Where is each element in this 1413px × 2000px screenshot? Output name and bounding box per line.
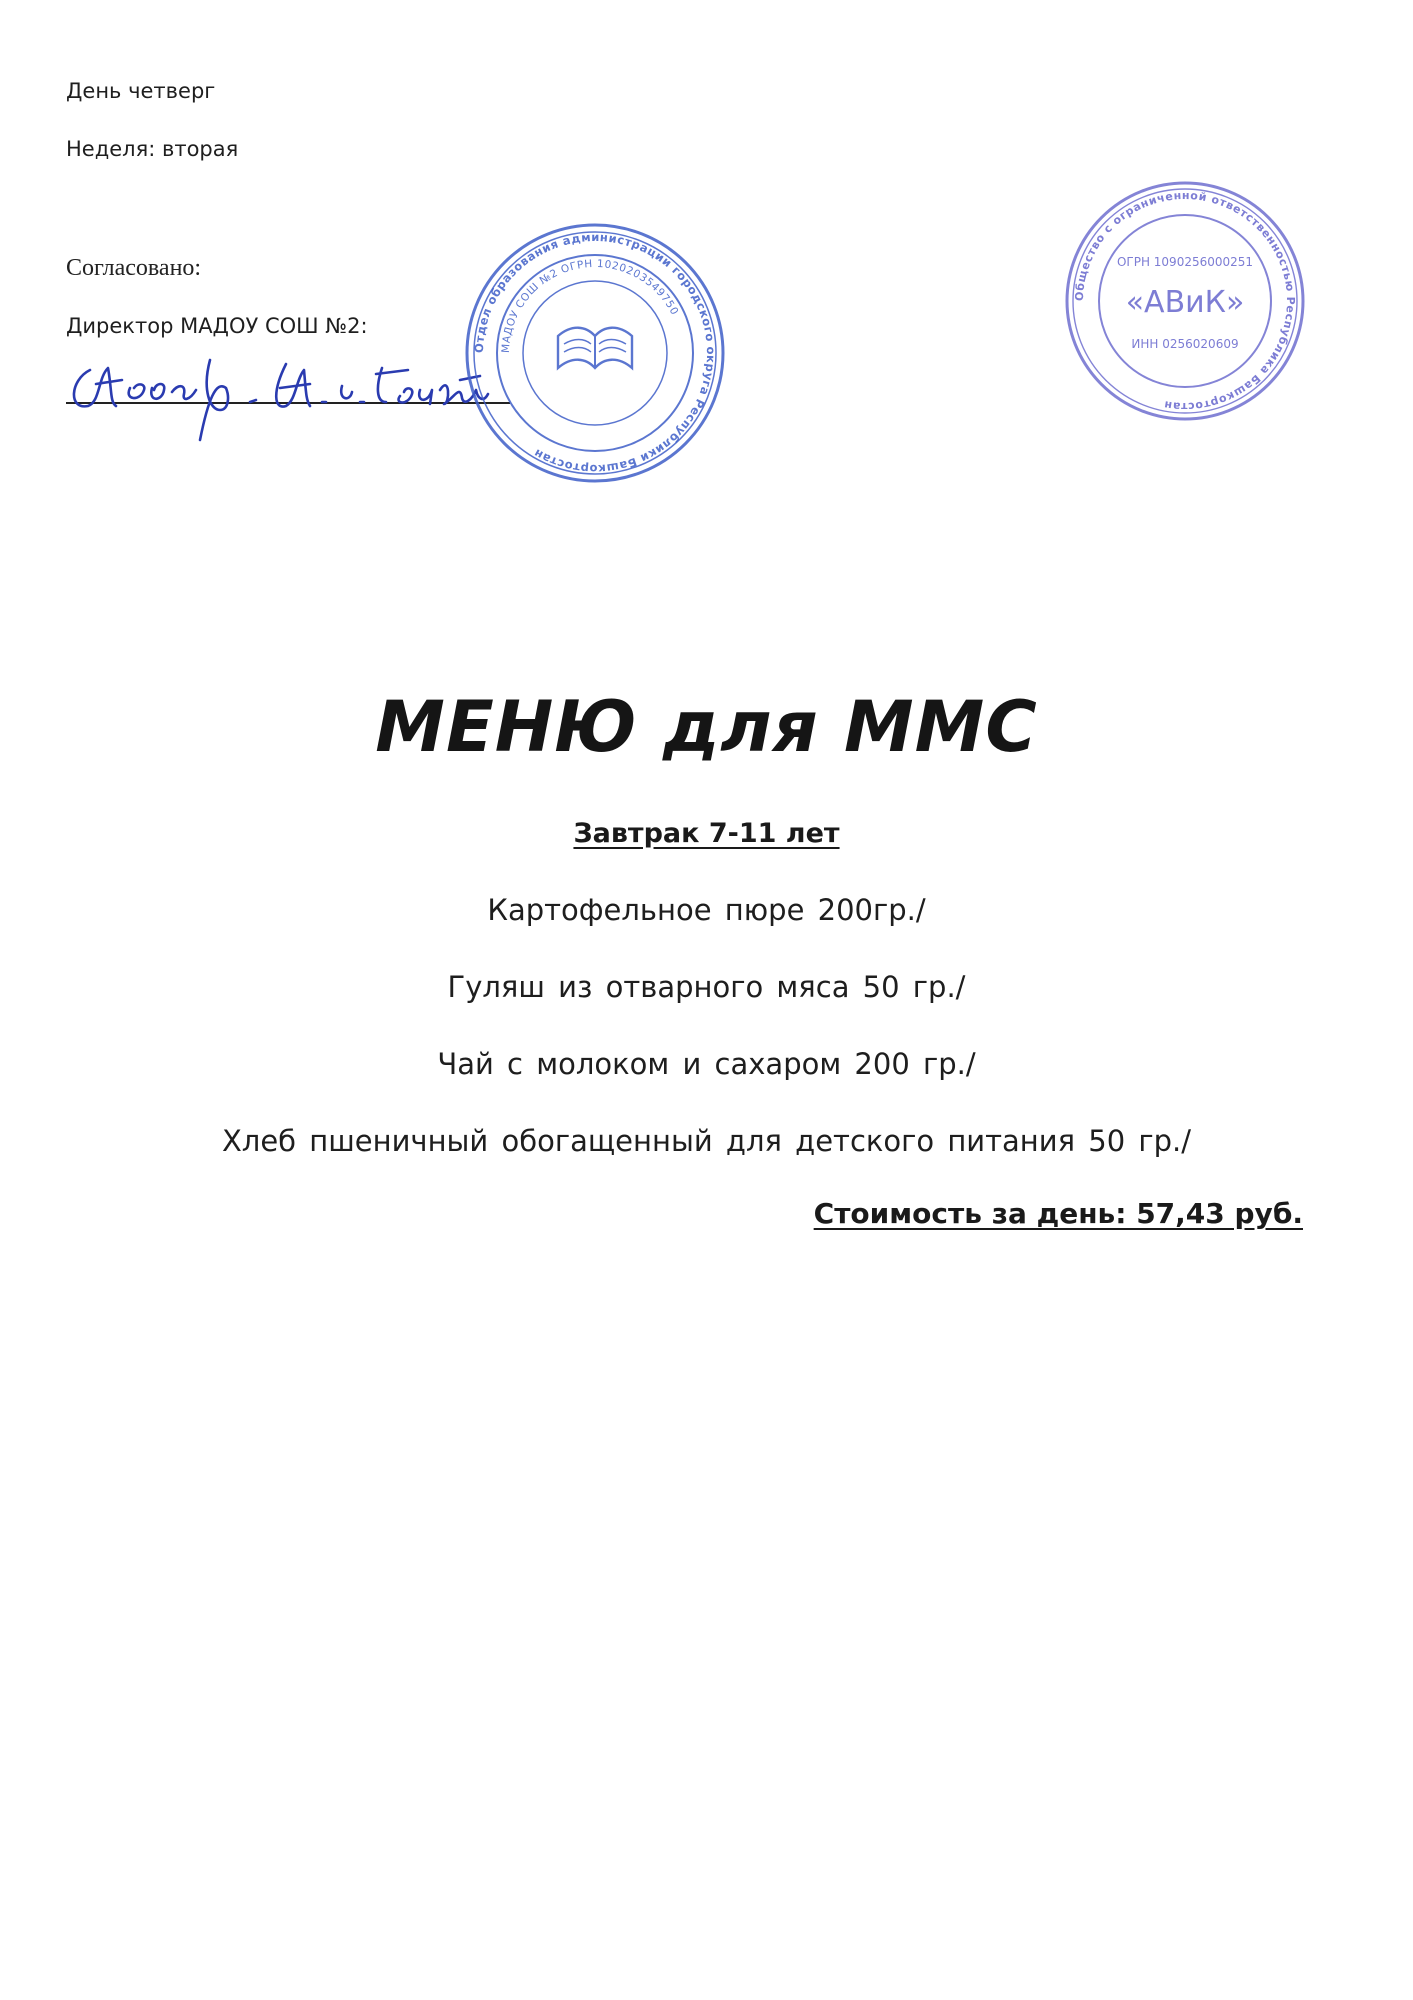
menu-item: Чай с молоком и сахаром 200 гр./ (437, 1047, 976, 1081)
week-label: Неделя: вторая (66, 137, 239, 161)
approved-label: Согласовано: (66, 255, 202, 281)
school-stamp (460, 218, 730, 488)
company-stamp-ogrn: ОГРН 1090256000251 (1116, 255, 1254, 269)
menu-title: МЕНЮ для ММС (375, 686, 1038, 768)
day-label: День четверг (66, 79, 216, 103)
company-stamp (1060, 176, 1310, 426)
school-stamp-inner-text: МАДОУ СОШ №2 ОГРН 1020203549750 (499, 257, 681, 354)
director-signature (60, 340, 500, 450)
svg-text:МАДОУ СОШ №2 ОГРН 102020354975 (500, 258, 681, 353)
meal-heading: Завтрак 7-11 лет (573, 818, 840, 849)
school-stamp-outer-text: Отдел образования администрации городского округа Республики Башкортостан (471, 229, 719, 477)
menu-item: Гуляш из отварного мяса 50 гр./ (447, 970, 966, 1004)
company-stamp-inn: ИНН 0256020609 (1131, 337, 1239, 351)
company-stamp-name: «АВиК» (1125, 285, 1245, 320)
menu-item: Хлеб пшеничный обогащенный для детского питания 50 гр./ (221, 1124, 1192, 1158)
daily-cost: Стоимость за день: 57,43 руб. (813, 1197, 1303, 1230)
company-stamp-outer-text: Общество с ограниченной ответственностью Республика Башкортостан (1072, 188, 1298, 414)
menu-item: Картофельное пюре 200гр./ (487, 893, 926, 927)
director-label: Директор МАДОУ СОШ №2: (66, 314, 368, 338)
